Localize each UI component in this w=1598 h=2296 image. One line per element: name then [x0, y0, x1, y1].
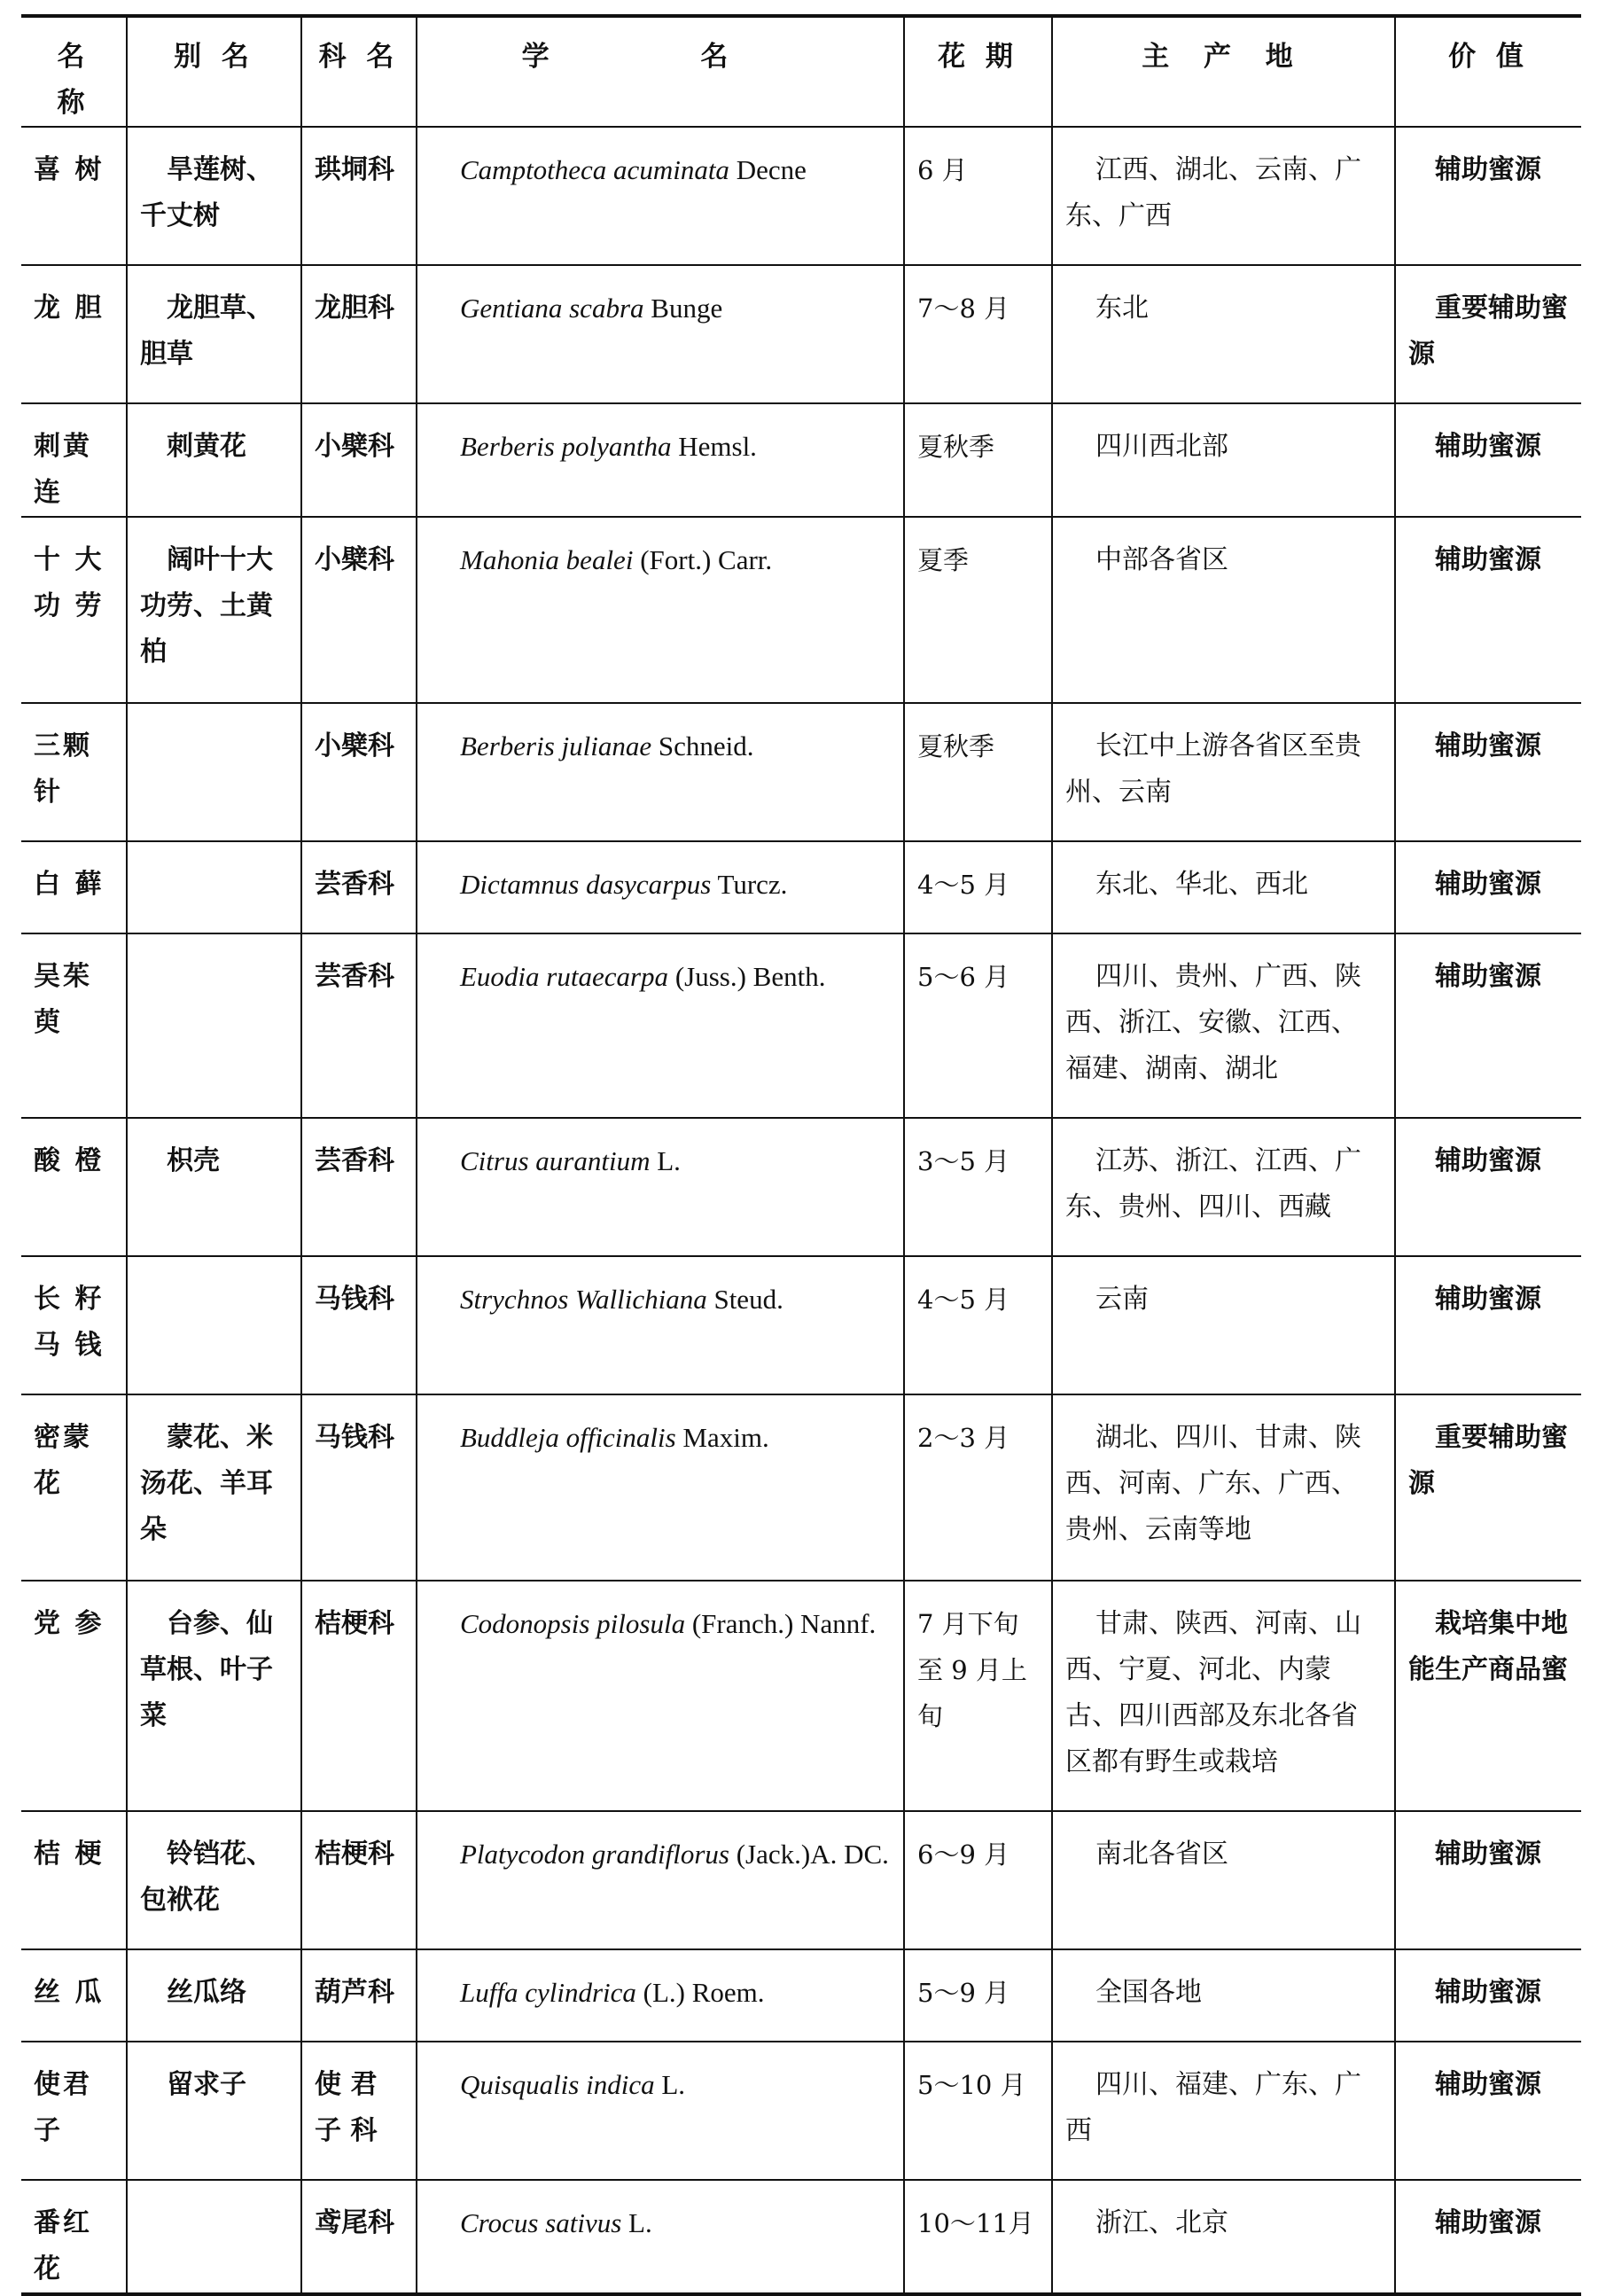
scientific-name-author: (Jack.)A. DC. [729, 1839, 889, 1870]
scientific-name-cell [417, 2180, 904, 2294]
scientific-name-author: L. [621, 2207, 652, 2238]
header-scientific-name: 学 名 [417, 16, 904, 127]
value-cell: 栽培集中地能生产商品蜜 [1395, 1581, 1581, 1811]
region-cell: 东北、华北、西北 [1052, 841, 1395, 933]
scientific-name-cell [417, 265, 904, 403]
scientific-name-genus-species: Gentiana scabra [460, 293, 644, 324]
family-cell: 桔梗科 [301, 1811, 417, 1949]
flowering-period-cell: 10～11月 [904, 2180, 1052, 2294]
alias-cell [127, 703, 301, 841]
plant-name-cell: 喜 树 [21, 127, 127, 265]
alias-cell: 龙胆草、胆草 [127, 265, 301, 403]
scientific-name-author: (Fort.) Carr. [633, 544, 773, 575]
scientific-name-genus-species: Crocus sativus [460, 2207, 622, 2238]
plant-name-cell: 桔 梗 [21, 1811, 127, 1949]
plant-name-cell: 吴茱萸 [21, 933, 127, 1118]
region-cell: 湖北、四川、甘肃、陕西、河南、广东、广西、贵州、云南等地 [1052, 1394, 1395, 1581]
plant-name-cell: 密蒙花 [21, 1394, 127, 1581]
value-cell: 辅助蜜源 [1395, 703, 1581, 841]
alias-cell: 丝瓜络 [127, 1949, 301, 2042]
scientific-name-author: (Juss.) Benth. [668, 961, 826, 992]
flowering-period-cell: 2～3 月 [904, 1394, 1052, 1581]
scientific-name-genus-species: Berberis julianae [460, 730, 652, 761]
plant-name-cell: 党 参 [21, 1581, 127, 1811]
region-cell: 四川西北部 [1052, 403, 1395, 517]
alias-cell: 留求子 [127, 2042, 301, 2180]
table-row [21, 1811, 1581, 1949]
family-cell: 马钱科 [301, 1394, 417, 1581]
value-cell: 辅助蜜源 [1395, 2042, 1581, 2180]
scientific-name-cell [417, 2042, 904, 2180]
table-row [21, 933, 1581, 1118]
family-cell: 芸香科 [301, 933, 417, 1118]
value-cell: 辅助蜜源 [1395, 841, 1581, 933]
alias-cell [127, 841, 301, 933]
flowering-period-cell: 6～9 月 [904, 1811, 1052, 1949]
family-cell: 使 君 子 科 [301, 2042, 417, 2180]
region-cell: 全国各地 [1052, 1949, 1395, 2042]
region-cell: 中部各省区 [1052, 517, 1395, 703]
header-flowering-period: 花 期 [904, 16, 1052, 127]
table-row [21, 703, 1581, 841]
table-row [21, 1394, 1581, 1581]
flowering-period-cell: 5～10 月 [904, 2042, 1052, 2180]
scientific-name-author: Turcz. [711, 869, 788, 900]
scientific-name-genus-species: Luffa cylindrica [460, 1977, 636, 2008]
scientific-name-genus-species: Mahonia bealei [460, 544, 634, 575]
scientific-name-cell [417, 127, 904, 265]
header-name: 名 称 [57, 41, 90, 119]
flowering-period-cell: 夏秋季 [904, 703, 1052, 841]
plant-name-cell: 龙 胆 [21, 265, 127, 403]
scientific-name-cell [417, 403, 904, 517]
flowering-period-cell: 5～6 月 [904, 933, 1052, 1118]
flowering-period-cell: 4～5 月 [904, 841, 1052, 933]
plant-name-cell: 酸 橙 [21, 1118, 127, 1256]
header-value: 价 值 [1395, 16, 1581, 127]
scientific-name-author: (L.) Roem. [635, 1977, 765, 2008]
alias-cell: 旱莲树、千丈树 [127, 127, 301, 265]
plant-name-cell: 丝 瓜 [21, 1949, 127, 2042]
header-family: 科 名 [301, 16, 417, 127]
region-cell: 东北 [1052, 265, 1395, 403]
family-cell: 珙垌科 [301, 127, 417, 265]
plant-name-cell: 刺黄连 [21, 403, 127, 517]
table-row [21, 841, 1581, 933]
region-cell: 浙江、北京 [1052, 2180, 1395, 2294]
family-cell: 芸香科 [301, 1118, 417, 1256]
alias-cell: 刺黄花 [127, 403, 301, 517]
region-cell: 甘肃、陕西、河南、山西、宁夏、河北、内蒙古、四川西部及东北各省区都有野生或栽培 [1052, 1581, 1395, 1811]
alias-cell: 阔叶十大功劳、土黄柏 [127, 517, 301, 703]
scientific-name-author: Steud. [706, 1284, 783, 1315]
value-cell: 辅助蜜源 [1395, 517, 1581, 703]
alias-cell: 枳壳 [127, 1118, 301, 1256]
scientific-name-genus-species: Quisqualis indica [460, 2069, 655, 2100]
value-cell: 辅助蜜源 [1395, 1118, 1581, 1256]
flowering-period-cell: 5～9 月 [904, 1949, 1052, 2042]
flowering-period-cell: 6 月 [904, 127, 1052, 265]
alias-cell: 台参、仙草根、叶子菜 [127, 1581, 301, 1811]
region-cell: 四川、福建、广东、广西 [1052, 2042, 1395, 2180]
family-cell: 龙胆科 [301, 265, 417, 403]
table-row [21, 517, 1581, 703]
scientific-name-cell [417, 1811, 904, 1949]
scientific-name-genus-species: Euodia rutaecarpa [460, 961, 669, 992]
flowering-period-cell: 夏秋季 [904, 403, 1052, 517]
scientific-name-cell [417, 841, 904, 933]
scientific-name-cell [417, 1949, 904, 2042]
flowering-period-cell: 7～8 月 [904, 265, 1052, 403]
table-row [21, 2180, 1581, 2294]
plant-table-page [21, 14, 1581, 2296]
scientific-name-author: Schneid. [651, 730, 754, 761]
scientific-name-cell [417, 1256, 904, 1394]
scientific-name-author: L. [654, 2069, 686, 2100]
scientific-name-cell [417, 703, 904, 841]
scientific-name-cell [417, 933, 904, 1118]
family-cell: 小檗科 [301, 703, 417, 841]
plant-name-cell: 三颗针 [21, 703, 127, 841]
scientific-name-cell [417, 1581, 904, 1811]
scientific-name-genus-species: Buddleja officinalis [460, 1422, 676, 1453]
scientific-name-author: Bunge [643, 293, 723, 324]
scientific-name-genus-species: Platycodon grandiflorus [460, 1839, 729, 1870]
table-row [21, 1949, 1581, 2042]
value-cell: 重要辅助蜜源 [1395, 265, 1581, 403]
plant-name-cell: 十 大 功 劳 [21, 517, 127, 703]
plant-name-cell: 白 藓 [21, 841, 127, 933]
family-cell: 马钱科 [301, 1256, 417, 1394]
region-cell: 云南 [1052, 1256, 1395, 1394]
region-cell: 四川、贵州、广西、陕西、浙江、安徽、江西、福建、湖南、湖北 [1052, 933, 1395, 1118]
family-cell: 桔梗科 [301, 1581, 417, 1811]
family-cell: 小檗科 [301, 403, 417, 517]
table-row [21, 2042, 1581, 2180]
scientific-name-genus-species: Codonopsis pilosula [460, 1608, 686, 1639]
value-cell: 辅助蜜源 [1395, 127, 1581, 265]
table-row [21, 127, 1581, 265]
table-row [21, 403, 1581, 517]
scientific-name-author: L. [650, 1145, 681, 1176]
family-cell: 鸢尾科 [301, 2180, 417, 2294]
flowering-period-cell: 4～5 月 [904, 1256, 1052, 1394]
header-row [21, 16, 1581, 127]
value-cell: 辅助蜜源 [1395, 403, 1581, 517]
scientific-name-genus-species: Berberis polyantha [460, 431, 672, 462]
region-cell: 南北各省区 [1052, 1811, 1395, 1949]
scientific-name-author: Maxim. [675, 1422, 769, 1453]
table-row [21, 1118, 1581, 1256]
table-row [21, 265, 1581, 403]
scientific-name-cell [417, 1118, 904, 1256]
alias-cell: 铃铛花、包袱花 [127, 1811, 301, 1949]
plant-name-cell: 使君子 [21, 2042, 127, 2180]
family-cell: 小檗科 [301, 517, 417, 703]
table-row [21, 1256, 1581, 1394]
scientific-name-genus-species: Camptotheca acuminata [460, 154, 729, 185]
table-row [21, 1581, 1581, 1811]
scientific-name-author: Hemsl. [671, 431, 757, 462]
region-cell: 江苏、浙江、江西、广东、贵州、四川、西藏 [1052, 1118, 1395, 1256]
region-cell: 江西、湖北、云南、广东、广西 [1052, 127, 1395, 265]
value-cell: 辅助蜜源 [1395, 2180, 1581, 2294]
scientific-name-genus-species: Citrus aurantium [460, 1145, 651, 1176]
flowering-period-cell: 夏季 [904, 517, 1052, 703]
scientific-name-cell [417, 1394, 904, 1581]
plant-name-cell: 长 籽 马 钱 [21, 1256, 127, 1394]
scientific-name-genus-species: Strychnos Wallichiana [460, 1284, 707, 1315]
value-cell: 重要辅助蜜源 [1395, 1394, 1581, 1581]
family-cell: 芸香科 [301, 841, 417, 933]
flowering-period-cell: 3～5 月 [904, 1118, 1052, 1256]
scientific-name-author: (Franch.) Nannf. [685, 1608, 877, 1639]
value-cell: 辅助蜜源 [1395, 1256, 1581, 1394]
alias-cell [127, 933, 301, 1118]
scientific-name-genus-species: Dictamnus dasycarpus [460, 869, 712, 900]
value-cell: 辅助蜜源 [1395, 1949, 1581, 2042]
flowering-period-cell: 7 月下旬至 9 月上旬 [904, 1581, 1052, 1811]
header-region: 主 产 地 [1052, 16, 1395, 127]
scientific-name-cell [417, 517, 904, 703]
value-cell: 辅助蜜源 [1395, 933, 1581, 1118]
alias-cell [127, 2180, 301, 2294]
family-cell: 葫芦科 [301, 1949, 417, 2042]
scientific-name-author: Decne [729, 154, 807, 185]
plant-name-cell: 番红花 [21, 2180, 127, 2294]
alias-cell [127, 1256, 301, 1394]
region-cell: 长江中上游各省区至贵州、云南 [1052, 703, 1395, 841]
header-alias: 别 名 [127, 16, 301, 127]
alias-cell: 蒙花、米汤花、羊耳朵 [127, 1394, 301, 1581]
nectar-plant-table [21, 14, 1581, 2296]
value-cell: 辅助蜜源 [1395, 1811, 1581, 1949]
